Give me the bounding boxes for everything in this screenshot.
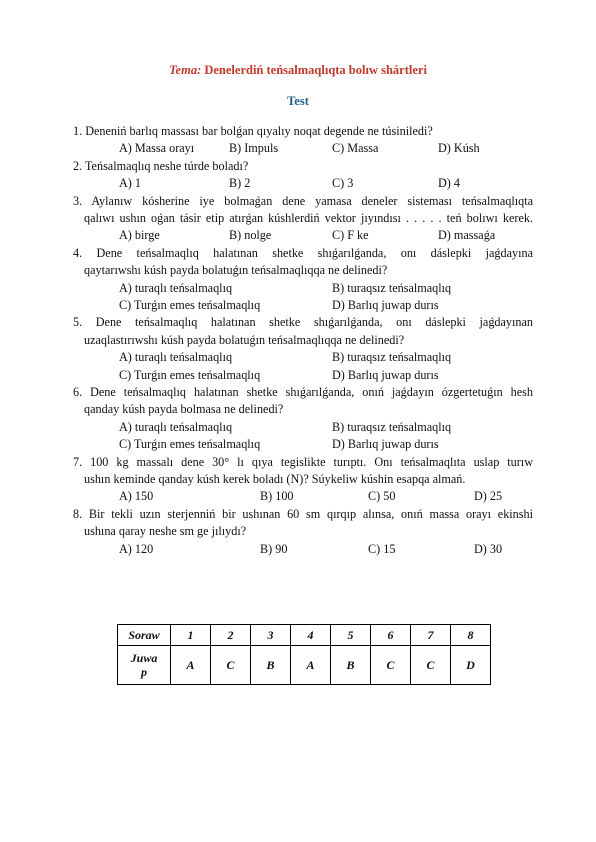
options-row-1 — [73, 349, 533, 366]
table-cell: C — [411, 646, 451, 685]
option-c: C) Massa — [332, 141, 379, 156]
option-b: B) turaqsız teńsalmaqlıq — [332, 280, 452, 295]
options-row-2 — [73, 297, 533, 314]
options-row-1 — [73, 280, 533, 297]
question-text: 1. Deneniń barlıq massası bar bolǵan qıyalıy noqat degende ne túsiniledi? — [73, 124, 433, 138]
question-text-line-2: ushın keminde qanday kúsh kerek boladı (N)? Súykeliw kúshin esapqa almań. — [84, 471, 466, 486]
option-a: A) turaqlı teńsalmaqlıq — [119, 280, 233, 295]
question-2 — [73, 158, 533, 193]
option-b: B) 100 — [260, 489, 294, 504]
question-list — [73, 123, 533, 558]
options-row — [73, 140, 533, 157]
question-text-line-1: 4. Dene teńsalmaqlıq halatınan shetke shıǵarılǵanda, onı dáslepki jaǵdayına — [73, 245, 533, 260]
question-text-line-2: qalıwı ushın oǵan tásir etip atırǵan kúshlerdiń vektor jıyındısı . . . . . teń bolıwı kerek. — [84, 211, 533, 225]
juwap-line-2: p — [141, 664, 147, 679]
table-cell: 5 — [331, 625, 371, 646]
table-cell: B — [331, 646, 371, 685]
options-row-2 — [73, 367, 533, 384]
question-text-line-1: 5. Dene teńsalmaqlıq halatınan shetke shıǵarılǵanda, onı dáslepki jaǵdayınan — [73, 315, 533, 330]
option-a: A) turaqlı teńsalmaqlıq — [119, 419, 233, 434]
option-b: B) turaqsız teńsalmaqlıq — [332, 350, 452, 365]
option-d: D) massaǵa — [438, 228, 496, 243]
table-cell: 3 — [251, 625, 291, 646]
option-c: C) 3 — [332, 176, 354, 191]
options-row — [73, 175, 533, 192]
option-b: B) Impuls — [229, 141, 279, 156]
table-cell: A — [171, 646, 211, 685]
options-row — [73, 227, 533, 244]
options-row — [73, 488, 533, 505]
question-4 — [73, 245, 533, 315]
option-b: B) nolge — [229, 228, 272, 243]
question-5 — [73, 314, 533, 384]
option-d: D) 30 — [474, 541, 503, 556]
options-row-1 — [73, 419, 533, 436]
question-text-line-2: uzaqlastırıwshı kúsh payda bolatuǵın teńsalmaqlıqqa ne delinedi? — [84, 332, 405, 347]
option-d: D) 4 — [438, 176, 461, 191]
tema-label: Tema: — [169, 63, 202, 77]
option-d: D) 25 — [474, 489, 503, 504]
option-b: B) 2 — [229, 176, 251, 191]
table-row-answers — [118, 646, 491, 685]
page-subtitle: Test — [287, 94, 309, 108]
question-7 — [73, 454, 533, 506]
page-title — [0, 63, 596, 78]
option-a: A) turaqlı teńsalmaqlıq — [119, 350, 233, 365]
answer-table — [117, 624, 491, 685]
table-cell: 4 — [291, 625, 331, 646]
table-cell: 2 — [211, 625, 251, 646]
table-cell: 8 — [451, 625, 491, 646]
question-text-line-1: 3. Aylanıw kósherine iye bolmaǵan dene yamasa deneler sisteması teńsalmaqlıqta — [73, 193, 533, 208]
row-label-juwap-text — [131, 651, 158, 679]
option-c: C) 50 — [368, 489, 396, 504]
row-label-soraw: Soraw — [118, 625, 171, 646]
option-c: C) Turǵın emes teńsalmaqlıq — [119, 298, 261, 312]
table-row-questions — [118, 625, 491, 646]
question-text-line-2: qanday kúsh payda bolmasa ne delinedi? — [84, 402, 284, 417]
table-cell: C — [371, 646, 411, 685]
table-cell: D — [451, 646, 491, 685]
option-d: D) Kúsh — [438, 141, 480, 156]
table-cell: 7 — [411, 625, 451, 646]
option-c: C) Turǵın emes teńsalmaqlıq — [119, 437, 261, 452]
option-a: A) birge — [119, 228, 160, 243]
option-a: A) 120 — [119, 541, 154, 556]
options-row-2 — [73, 436, 533, 453]
question-8 — [73, 506, 533, 558]
table-cell: B — [251, 646, 291, 685]
option-c: C) Turǵın emes teńsalmaqlıq — [119, 367, 261, 382]
question-text-line-1: 7. 100 kg massalı dene 30° lı qıya tegislikte turıptı. Onı teńsalmaqlıta uslap turıw — [73, 454, 533, 469]
option-a: A) 1 — [119, 176, 142, 191]
table-cell: 6 — [371, 625, 411, 646]
question-1 — [73, 123, 533, 158]
title-text: Denelerdiń teńsalmaqlıqta bolıw shártleri — [204, 63, 427, 77]
question-6 — [73, 384, 533, 454]
option-b: B) turaqsız teńsalmaqlıq — [332, 419, 452, 434]
option-d: D) Barlıq juwap durıs — [332, 437, 439, 452]
question-text-line-2: qaytarıwshı kúsh payda bolatuǵın teńsalmaqlıqqa ne delinedi? — [84, 263, 388, 278]
juwap-line-1: Juwa — [130, 650, 158, 665]
option-c: C) F ke — [332, 228, 369, 243]
option-b: B) 90 — [260, 541, 288, 556]
option-d: D) Barlıq juwap durıs — [332, 298, 439, 312]
question-3 — [73, 193, 533, 245]
option-a: A) 150 — [119, 489, 154, 504]
option-d: D) Barlıq juwap durıs — [332, 367, 439, 382]
option-a: A) Massa orayı — [119, 141, 195, 156]
question-text-line-1: 8. Bir tekli uzın sterjenniń bir ushınan 60 sm qırqıp alınsa, onıń massa orayı ekinshi — [73, 506, 533, 521]
table-cell: C — [211, 646, 251, 685]
table-cell: 1 — [171, 625, 211, 646]
question-text: 2. Teńsalmaqlıq neshe túrde boladı? — [73, 158, 249, 173]
options-row — [73, 541, 533, 558]
row-label-juwap — [118, 646, 171, 685]
question-text-line-2: ushına qaray neshe sm ge jılıydı? — [84, 524, 247, 539]
option-c: C) 15 — [368, 541, 396, 556]
question-text-line-1: 6. Dene teńsalmaqlıq halatınan shetke shıǵarılǵanda, onıń jaǵdayın ózgertetuǵın hesh — [73, 384, 533, 399]
table-cell: A — [291, 646, 331, 685]
